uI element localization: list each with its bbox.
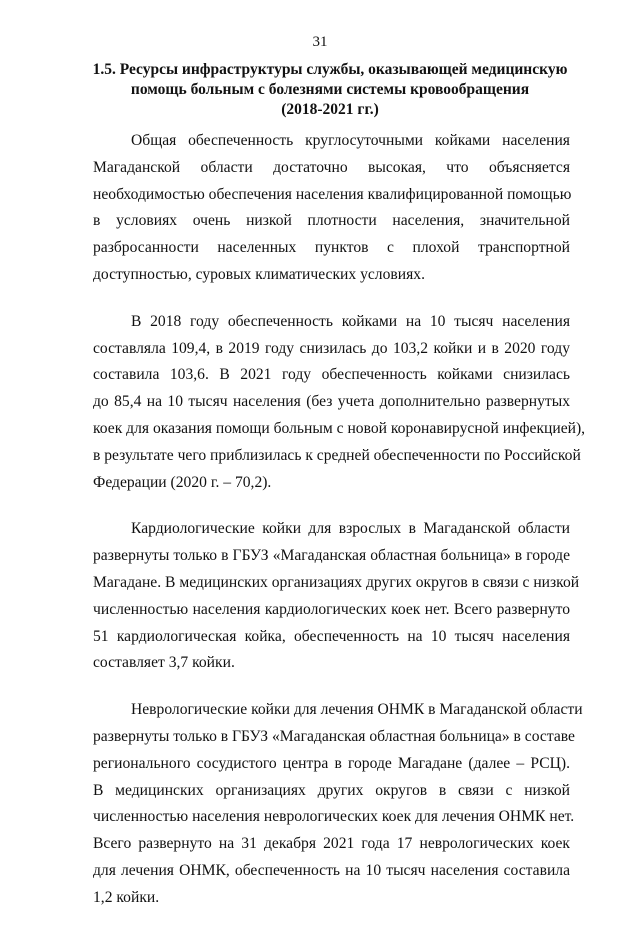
text-line: составляла 109,4, в 2019 году снизилась до 103,2 койки и в 2020 году xyxy=(93,339,570,357)
text-line: Магадане. В медицинских организациях других округов в связи с низкой xyxy=(93,573,580,591)
text-line: Общая обеспеченность круглосуточными койками населения xyxy=(131,132,570,149)
text-line: в результате чего приблизилась к средней обеспеченности по Российской xyxy=(93,446,581,464)
paragraph-bed-statistics xyxy=(93,309,586,497)
text-line: в условиях очень низкой плотности населения, значительной xyxy=(93,212,570,230)
paragraph-cardiology-beds xyxy=(93,516,580,677)
heading-line: (2018-2021 гг.) xyxy=(281,101,379,118)
text-line: разбросанности населенных пунктов с плохой транспортной xyxy=(93,239,570,257)
text-line: Магаданской области достаточно высокая, что объясняется xyxy=(93,158,570,176)
text-line: развернуты только в ГБУЗ «Магаданская областная больница» в городе xyxy=(93,547,570,565)
text-line: составила 103,6. В 2021 году обеспеченность койками снизилась xyxy=(93,366,570,384)
text-line: регионального сосудистого центра в городе Магадане (далее – РСЦ). xyxy=(93,754,570,772)
text-line: численностью населения кардиологических коек нет. Всего развернуто xyxy=(93,600,570,618)
text-line: для лечения ОНМК, обеспеченность на 10 тысяч населения составила xyxy=(93,861,570,879)
text-line: до 85,4 на 10 тысяч населения (без учета дополнительно развернутых xyxy=(93,393,570,411)
text-line: Кардиологические койки для взрослых в Магаданской области xyxy=(131,520,570,538)
page-number: 31 xyxy=(312,34,328,50)
document-body xyxy=(93,128,586,932)
text-line: необходимостью обеспечения населения квалифицированной помощью xyxy=(93,185,572,203)
text-line: 51 кардиологическая койка, обеспеченность на 10 тысяч населения xyxy=(93,627,570,645)
heading-line: 1.5. Ресурсы инфраструктуры службы, оказывающей медицинскую xyxy=(92,61,568,78)
text-line: В медицинских организациях других округов в связи с низкой xyxy=(93,781,570,799)
text-line: Федерации (2020 г. – 70,2). xyxy=(93,473,272,491)
section-heading xyxy=(90,60,570,120)
text-line: составляет 3,7 койки. xyxy=(93,654,235,672)
text-line: Всего развернуто на 31 декабря 2021 года 17 неврологических коек xyxy=(93,835,570,853)
text-line: Неврологические койки для лечения ОНМК в Магаданской области xyxy=(131,701,583,719)
text-line: 1,2 койки. xyxy=(93,888,160,906)
heading-line: помощь больным с болезнями системы кровообращения xyxy=(130,81,530,98)
text-line: развернуты только в ГБУЗ «Магаданская областная больница» в составе xyxy=(93,727,575,745)
text-line: доступностью, суровых климатических условиях. xyxy=(93,265,425,283)
paragraph-neurology-beds xyxy=(93,697,583,911)
text-line: численностью населения неврологических коек для лечения ОНМК нет. xyxy=(93,808,575,826)
text-line: В 2018 году обеспеченность койками на 10 тысяч населения xyxy=(131,312,570,330)
text-line: коек для оказания помощи больным с новой коронавирусной инфекцией), xyxy=(93,419,586,437)
paragraph-bed-supply xyxy=(93,128,570,289)
